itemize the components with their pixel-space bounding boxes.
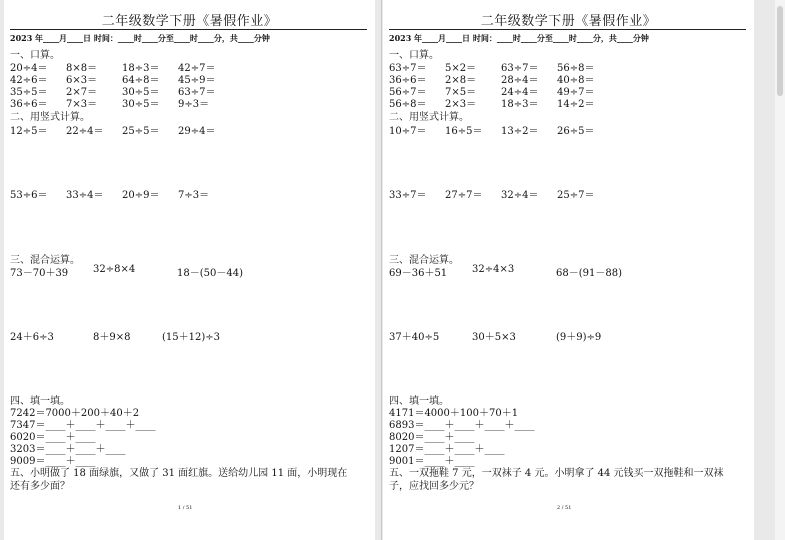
word-problem-line: 还有多少面？ (10, 481, 70, 492)
mixed-calc-item: (9＋9)÷9 (556, 332, 602, 343)
mixed-calc-item: 32÷4×3 (472, 264, 515, 275)
vertical-calc-item: 32÷4＝ (501, 190, 539, 201)
vertical-calc-item: 26÷5＝ (557, 126, 595, 137)
oral-item: 63÷7＝ (389, 63, 427, 74)
fill-row: 9001＝____＋____ (389, 456, 475, 467)
section-fill-title: 四、填一填。 (389, 396, 449, 407)
section-oral-title: 一、口算。 (10, 50, 60, 61)
oral-item: 7×3＝ (66, 99, 98, 110)
fill-example: 7242＝7000＋200＋40＋2 (10, 408, 140, 419)
vertical-calc-item: 22÷4＝ (66, 126, 104, 137)
scrollbar-thumb[interactable] (777, 6, 783, 96)
vertical-calc-item: 20÷9＝ (122, 190, 160, 201)
oral-item: 49÷7＝ (557, 87, 595, 98)
vertical-calc-item: 33÷4＝ (66, 190, 104, 201)
fill-row: 1207＝____＋____＋____ (389, 444, 505, 455)
oral-item: 36÷6＝ (10, 99, 48, 110)
info-line: 2023 年____月____日 时间：____时____分至____时____分，共____分钟 (389, 33, 649, 43)
vertical-calc-item: 13÷2＝ (501, 126, 539, 137)
mixed-calc-item: (15＋12)÷3 (162, 332, 220, 343)
mixed-calc-item: 24＋6÷3 (10, 332, 54, 343)
oral-item: 42÷6＝ (10, 75, 48, 86)
oral-item: 35÷5＝ (10, 87, 48, 98)
oral-item: 64÷8＝ (122, 75, 160, 86)
vertical-calc-item: 10÷7＝ (389, 126, 427, 137)
oral-item: 36÷6＝ (389, 75, 427, 86)
vertical-calc-item: 53÷6＝ (10, 190, 48, 201)
oral-item: 56÷8＝ (557, 63, 595, 74)
oral-item: 56÷7＝ (389, 87, 427, 98)
vertical-calc-item: 25÷7＝ (557, 190, 595, 201)
oral-item: 5×2＝ (445, 63, 477, 74)
section-vertical-title: 二、用竖式计算。 (389, 112, 469, 123)
oral-item: 2×8＝ (445, 75, 477, 86)
word-problem-line: 五、小明做了 18 面绿旗，又做了 31 面红旗。送给幼儿园 11 面，小明现在 (10, 468, 348, 479)
vertical-calc-item: 29÷4＝ (178, 126, 216, 137)
mixed-calc-item: 68－(91－88) (556, 268, 622, 279)
fill-row: 8020＝____＋____ (389, 432, 475, 443)
mixed-calc-item: 30＋5×3 (472, 332, 516, 343)
oral-item: 24÷4＝ (501, 87, 539, 98)
section-oral-title: 一、口算。 (389, 50, 439, 61)
mixed-calc-item: 32÷8×4 (93, 264, 136, 275)
mixed-calc-item: 37＋40÷5 (389, 332, 440, 343)
oral-item: 18÷3＝ (122, 63, 160, 74)
oral-item: 7×5＝ (445, 87, 477, 98)
oral-item: 2×7＝ (66, 87, 98, 98)
oral-item: 20÷4＝ (10, 63, 48, 74)
page-title: 二年级数学下册《暑假作业》 (101, 14, 278, 29)
oral-item: 40÷8＝ (557, 75, 595, 86)
vertical-calc-item: 12÷5＝ (10, 126, 48, 137)
mixed-calc-item: 18－(50－44) (177, 268, 243, 279)
mixed-calc-item: 8＋9×8 (93, 332, 131, 343)
oral-item: 63÷7＝ (501, 63, 539, 74)
word-problem-line: 五、一双拖鞋 7 元，一双袜子 4 元。小明拿了 44 元钱买一双拖鞋和一双袜 (389, 468, 724, 479)
title-rule (10, 29, 367, 30)
oral-item: 45÷9＝ (178, 75, 216, 86)
section-fill-title: 四、填一填。 (10, 396, 70, 407)
document-page-2 (383, 0, 754, 540)
word-problem-line: 子，应找回多少元？ (389, 481, 479, 492)
oral-item: 9÷3＝ (178, 99, 210, 110)
fill-row: 6893＝____＋____＋____＋____ (389, 420, 535, 431)
fill-row: 3203＝____＋____＋____ (10, 444, 126, 455)
page-number: 1 / 51 (178, 505, 193, 511)
oral-item: 14÷2＝ (557, 99, 595, 110)
oral-item: 63÷7＝ (178, 87, 216, 98)
page-title: 二年级数学下册《暑假作业》 (480, 14, 657, 29)
mixed-calc-item: 69－36＋51 (389, 268, 448, 279)
fill-row: 9009＝____＋____ (10, 456, 96, 467)
fill-example: 4171＝4000＋100＋70＋1 (389, 408, 519, 419)
oral-item: 6×3＝ (66, 75, 98, 86)
section-vertical-title: 二、用竖式计算。 (10, 112, 90, 123)
fill-row: 6020＝____＋____ (10, 432, 96, 443)
oral-item: 18÷3＝ (501, 99, 539, 110)
fill-row: 7347＝____＋____＋____＋____ (10, 420, 156, 431)
vertical-calc-item: 16÷5＝ (445, 126, 483, 137)
oral-item: 42÷7＝ (178, 63, 216, 74)
vertical-calc-item: 33÷7＝ (389, 190, 427, 201)
oral-item: 2×3＝ (445, 99, 477, 110)
oral-item: 28÷4＝ (501, 75, 539, 86)
page-divider (381, 0, 382, 540)
oral-item: 30÷5＝ (122, 87, 160, 98)
vertical-calc-item: 27÷7＝ (445, 190, 483, 201)
info-line: 2023 年____月____日 时间：____时____分至____时____分，共____分钟 (10, 33, 270, 43)
vertical-calc-item: 7÷3＝ (178, 190, 210, 201)
title-rule (389, 29, 746, 30)
oral-item: 56÷8＝ (389, 99, 427, 110)
oral-item: 8×8＝ (66, 63, 98, 74)
mixed-calc-item: 73－70＋39 (10, 268, 69, 279)
vertical-calc-item: 25÷5＝ (122, 126, 160, 137)
page-number: 2 / 51 (557, 505, 572, 511)
section-mixed-title: 三、混合运算。 (10, 255, 80, 266)
oral-item: 30÷5＝ (122, 99, 160, 110)
document-page-1 (4, 0, 375, 540)
section-mixed-title: 三、混合运算。 (389, 255, 459, 266)
